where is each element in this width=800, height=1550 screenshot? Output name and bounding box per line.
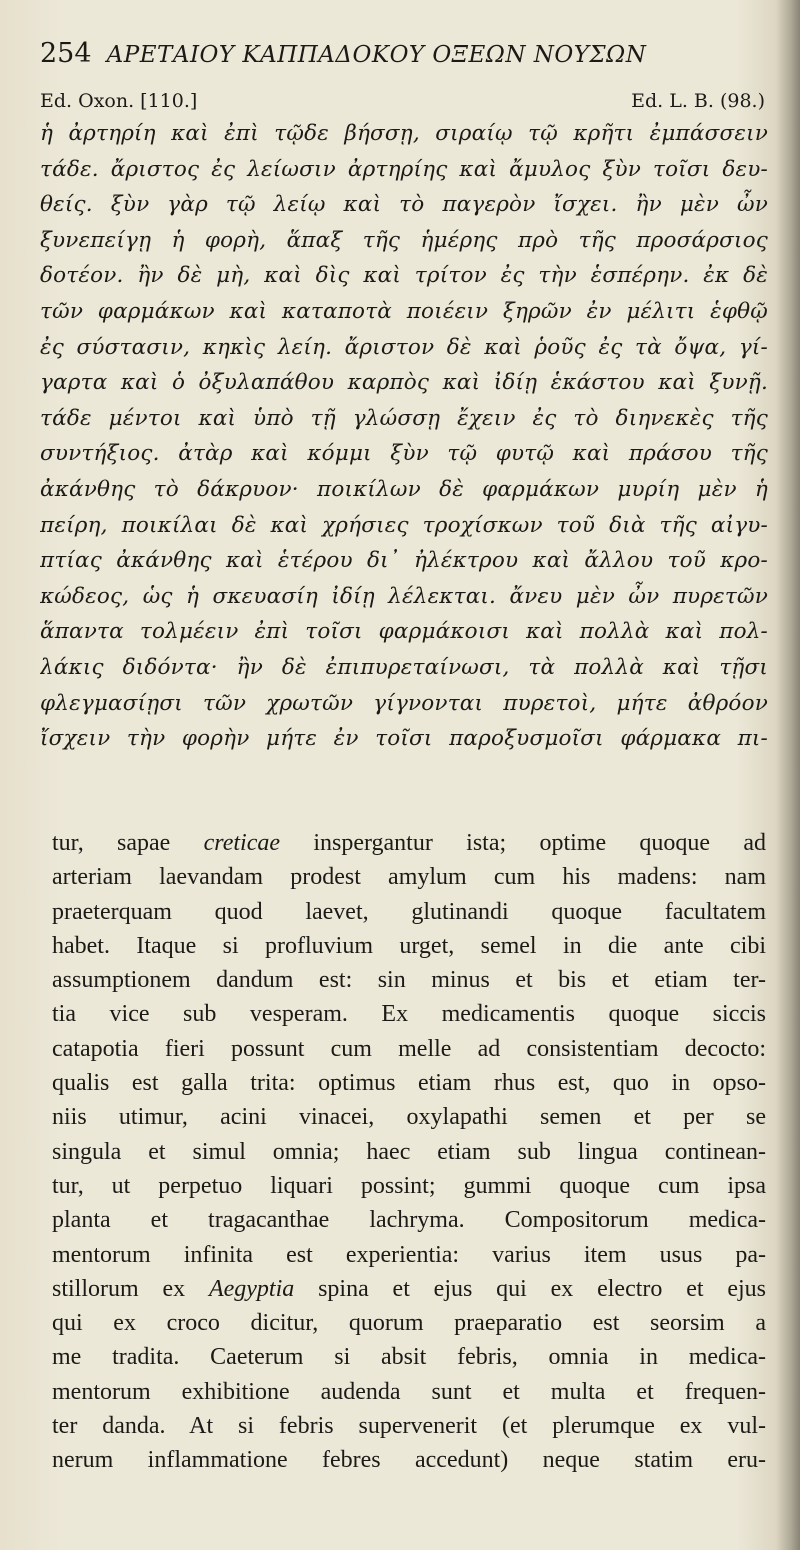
latin-text-segment: spina et ejus qui ex electro et ejus <box>294 1275 766 1302</box>
latin-text-segment: singula et simul omnia; haec etiam sub lingua continean- <box>52 1138 766 1165</box>
latin-text-segment: mentorum infinita est experientia: varius item usus pa- <box>52 1241 766 1268</box>
edition-oxon-reference: Ed. Oxon. [110.] <box>40 90 198 112</box>
latin-text-line <box>52 1443 766 1477</box>
latin-text-line <box>52 826 766 860</box>
latin-text-line <box>52 1340 766 1374</box>
latin-text-segment: tur, ut perpetuo liquari possint; gummi quoque cum ipsa <box>52 1172 766 1199</box>
latin-text-segment: stillorum ex <box>52 1275 209 1302</box>
latin-text-segment: tia vice sub vesperam. Ex medicamentis quoque siccis <box>52 1001 766 1028</box>
latin-text-segment: qui ex croco dicitur, quorum praeparatio est seorsim a <box>52 1310 766 1337</box>
latin-text-line <box>52 1066 766 1100</box>
greek-text-line: κώδεος, ὡς ἡ σκευασίη ἰδίῃ λέλεκται. ἄνευ μὲν ὦν πυρετῶν <box>40 583 768 609</box>
latin-text-segment: planta et tragacanthae lachryma. Compositorum medica- <box>52 1207 766 1234</box>
latin-text-segment: me tradita. Caeterum si absit febris, omnia in medica- <box>52 1344 766 1371</box>
greek-text-line: ἅπαντα τολμέειν ἐπὶ τοῖσι φαρμάκοισι καὶ πολλὰ καὶ πολ- <box>40 619 768 645</box>
latin-text-line <box>52 1169 766 1203</box>
page-header <box>40 38 760 82</box>
greek-text-line: ἀκάνθης τὸ δάκρυον· ποικίλων δὲ φαρμάκων μυρίη μὲν ἡ <box>40 476 768 502</box>
latin-text-segment: arteriam laevandam prodest amylum cum his madens: nam <box>52 864 766 891</box>
latin-text-segment: qualis est galla trita: optimus etiam rhus est, quo in opso- <box>52 1070 766 1097</box>
greek-text-line: γαρτα καὶ ὁ ὀξυλαπάθου καρπὸς καὶ ἰδίῃ ἑκάστου καὶ ξυνῇ. <box>40 370 768 396</box>
latin-text-line <box>52 1272 766 1306</box>
greek-text-line: θείς. ξὺν γὰρ τῷ λείῳ καὶ τὸ παγερὸν ἴσχει. ἢν μὲν ὦν <box>40 192 768 218</box>
page-edge-shadow <box>776 0 800 1550</box>
latin-translation-block <box>52 826 766 1526</box>
latin-text-segment: habet. Itaque si profluvium urget, semel in die ante cibi <box>52 932 766 959</box>
latin-italic-term: creticae <box>203 830 281 856</box>
latin-text-line <box>52 860 766 894</box>
greek-text-block <box>40 116 768 796</box>
greek-text-line: πείρη, ποικίλαι δὲ καὶ χρήσιες τροχίσκων τοῦ διὰ τῆς αἰγυ- <box>40 512 768 538</box>
latin-text-line <box>52 1375 766 1409</box>
latin-text-line <box>52 929 766 963</box>
greek-text-line: συντήξιος. ἀτὰρ καὶ κόμμι ξὺν τῷ φυτῷ καὶ πράσου τῆς <box>40 441 768 467</box>
latin-text-segment: assumptionem dandum est: sin minus et bis et etiam ter- <box>52 967 766 994</box>
latin-text-line <box>52 997 766 1031</box>
latin-text-line <box>52 1238 766 1272</box>
greek-text-line: τάδε. ἄριστος ἐς λείωσιν ἀρτηρίης καὶ ἄμυλος ξὺν τοῖσι δευ- <box>40 156 768 182</box>
latin-italic-term: Aegyptia <box>208 1275 295 1302</box>
greek-text-line: ἴσχειν τὴν φορὴν μήτε ἐν τοῖσι παροξυσμοῖσι φάρμακα πι- <box>40 726 768 752</box>
greek-text-line: λάκις διδόντα· ἢν δὲ ἐπιπυρεταίνωσι, τὰ πολλὰ καὶ τῇσι <box>40 654 768 680</box>
greek-text-line: δοτέον. ἢν δὲ μὴ, καὶ δὶς καὶ τρίτον ἐς τὴν ἑσπέρην. ἐκ δὲ <box>40 263 768 289</box>
latin-text-segment: ter danda. At si febris supervenerit (et plerumque ex vul- <box>52 1413 766 1440</box>
latin-text-line <box>52 1203 766 1237</box>
greek-text-line: ἡ ἀρτηρίη καὶ ἐπὶ τῷδε βήσσῃ, σιραίῳ τῷ κρῆτι ἐμπάσσειν <box>40 121 768 146</box>
latin-text-segment: inspergantur ista; optime quoque ad <box>280 830 766 856</box>
greek-text-line: τῶν φαρμάκων καὶ καταποτὰ ποιέειν ξηρῶν ἐν μέλιτι ἑφθῷ <box>40 298 768 324</box>
latin-text-segment: catapotia fieri possunt cum melle ad consistentiam decocto: <box>52 1035 766 1062</box>
running-title: ΑΡΕΤΑΙΟΥ ΚΑΠΠΑΔΟΚΟΥ ΟΞΕΩΝ ΝΟΥΣΩΝ <box>106 42 647 68</box>
latin-text-segment: niis utimur, acini vinacei, oxylapathi semen et per se <box>52 1104 766 1131</box>
greek-text-line: φλεγμασίῃσι τῶν χρωτῶν γίγνονται πυρετοὶ, μήτε ἀθρόον <box>40 690 768 716</box>
greek-text-line: πτίας ἀκάνθης καὶ ἑτέρου δι᾽ ἠλέκτρου καὶ ἄλλου τοῦ κρο- <box>40 548 768 574</box>
greek-text-line: ξυνεπείγῃ ἡ φορὴ, ἅπαξ τῆς ἡμέρης πρὸ τῆς προσάρσιος <box>40 227 768 253</box>
latin-text-line <box>52 1100 766 1134</box>
latin-text-line <box>52 963 766 997</box>
edition-lb-reference: Ed. L. B. (98.) <box>631 90 765 112</box>
latin-text-segment: mentorum exhibitione audenda sunt et multa et frequen- <box>52 1378 766 1405</box>
page-number: 254 <box>40 38 92 69</box>
latin-text-segment: praeterquam quod laevet, glutinandi quoque facultatem <box>52 898 766 925</box>
latin-text-line <box>52 1135 766 1169</box>
greek-text-line: τάδε μέντοι καὶ ὑπὸ τῇ γλώσσῃ ἔχειν ἐς τὸ διηνεκὲς τῆς <box>40 405 768 431</box>
latin-text-line <box>52 1306 766 1340</box>
latin-text-line <box>52 1409 766 1443</box>
latin-text-line <box>52 895 766 929</box>
greek-text-line: ἐς σύστασιν, κηκὶς λείη. ἄριστον δὲ καὶ ῥοῦς ἐς τὰ ὄψα, γί- <box>40 334 768 360</box>
latin-text-segment: nerum inflammatione febres accedunt) neque statim eru- <box>52 1447 766 1474</box>
latin-text-line <box>52 1032 766 1066</box>
latin-text-segment: tur, sapae <box>52 830 204 856</box>
